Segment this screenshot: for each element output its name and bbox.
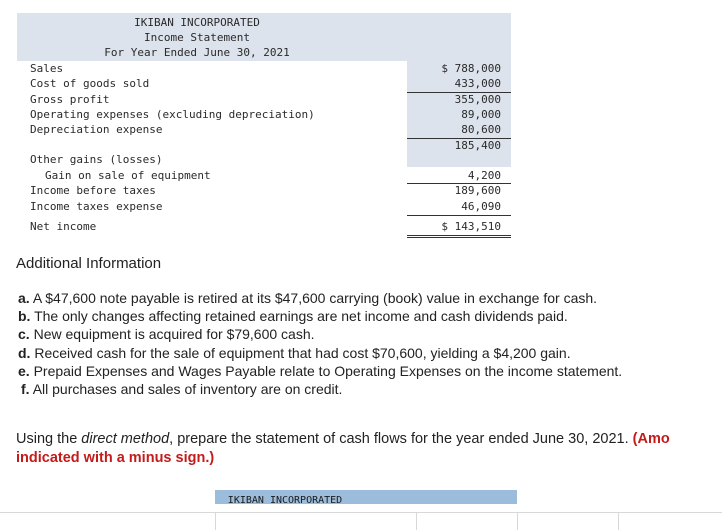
additional-info-list xyxy=(18,289,622,398)
instruction-method: direct method xyxy=(81,431,170,447)
item-text: All purchases and sales of inventory are on credit. xyxy=(32,381,343,398)
item-letter: f. xyxy=(21,381,30,398)
item-text: New equipment is acquired for $79,600 cash. xyxy=(33,326,315,343)
subtotal-rule xyxy=(407,215,511,216)
row-amount-income-taxes: 46,090 xyxy=(461,200,501,213)
row-label-cogs: Cost of goods sold xyxy=(30,77,150,90)
row-label-net-income: Net income xyxy=(30,220,97,233)
cash-flow-company-name: IKIBAN INCORPORATED xyxy=(227,495,343,504)
instruction-text-continued: , prepare the statement of cash flows for the year ended June 30, 2021. xyxy=(169,431,633,447)
row-label-operating-expenses: Operating expenses (excluding depreciation) xyxy=(30,108,315,121)
item-text: A $47,600 note payable is retired at its $47,600 carrying (book) value in exchange for cash. xyxy=(32,290,598,306)
amount-note-continued: indicated with a minus sign.) xyxy=(16,450,215,466)
list-item xyxy=(18,289,622,307)
row-label-other-gains: Other gains (losses) xyxy=(30,153,163,166)
list-item xyxy=(18,344,622,362)
answer-grid xyxy=(0,512,722,531)
item-text: Received cash for the sale of equipment that had cost $70,600, yielding a $4,200 gain. xyxy=(34,344,571,361)
list-item xyxy=(18,325,622,343)
cash-flow-form-header xyxy=(215,490,517,504)
item-letter: e. xyxy=(18,362,30,379)
row-amount-cogs: 433,000 xyxy=(454,77,501,90)
item-text: Prepaid Expenses and Wages Payable relate to Operating Expenses on the income statement. xyxy=(33,362,623,379)
grid-divider xyxy=(517,512,518,530)
row-label-gain-on-sale: Gain on sale of equipment xyxy=(45,169,211,182)
company-name: IKIBAN INCORPORATED xyxy=(134,16,260,29)
row-amount-gain-on-sale: 4,200 xyxy=(467,169,501,182)
row-amount-operating-expenses: 89,000 xyxy=(461,108,501,121)
row-label-depreciation: Depreciation expense xyxy=(30,123,163,136)
grid-divider xyxy=(618,512,619,530)
instructions xyxy=(16,430,722,468)
double-rule-top xyxy=(407,235,511,236)
grid-divider xyxy=(416,512,417,530)
row-amount-sales: $ 788,000 xyxy=(441,62,501,75)
row-amount-gross-profit: 355,000 xyxy=(454,93,501,106)
statement-title: Income Statement xyxy=(144,31,250,44)
row-amount-depreciation: 80,600 xyxy=(461,123,501,136)
additional-info-heading: Additional Information xyxy=(16,255,162,272)
instruction-text: Using the xyxy=(16,431,82,447)
list-item xyxy=(18,362,622,380)
item-letter: b. xyxy=(18,308,31,325)
row-label-sales: Sales xyxy=(30,62,64,75)
row-label-income-before-taxes: Income before taxes xyxy=(30,184,156,197)
item-letter: d. xyxy=(18,344,31,361)
list-item xyxy=(18,380,622,398)
row-amount-total-expenses: 185,400 xyxy=(454,139,501,152)
grid-divider xyxy=(215,512,216,530)
amount-note: (Amo xyxy=(632,431,670,447)
item-letter: a. xyxy=(18,290,30,306)
item-text: The only changes affecting retained earnings are net income and cash dividends paid. xyxy=(34,308,568,325)
double-rule-bottom xyxy=(407,237,511,238)
statement-period: For Year Ended June 30, 2021 xyxy=(104,46,290,59)
row-amount-income-before-taxes: 189,600 xyxy=(454,184,501,197)
row-label-gross-profit: Gross profit xyxy=(30,93,110,106)
item-letter: c. xyxy=(18,326,30,343)
list-item xyxy=(18,307,622,325)
row-amount-net-income: $ 143,510 xyxy=(441,220,501,233)
row-label-income-taxes: Income taxes expense xyxy=(30,200,163,213)
